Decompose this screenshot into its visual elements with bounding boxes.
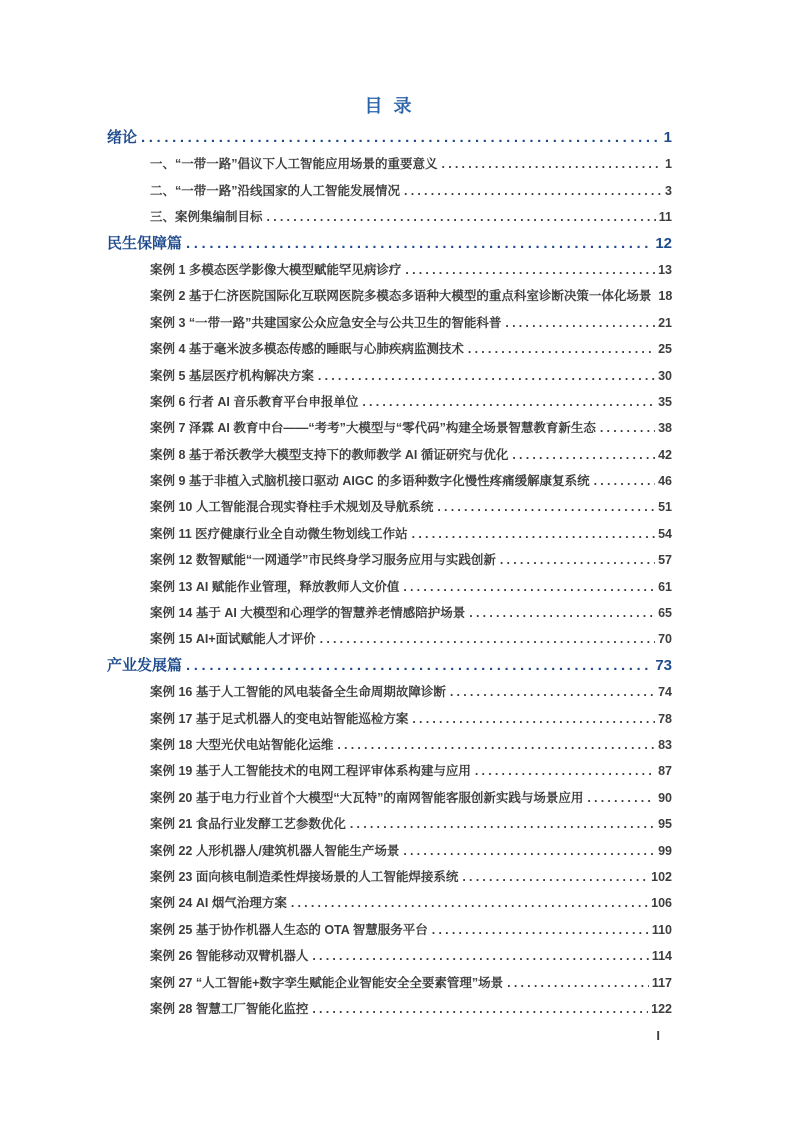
toc-entry-label: 案例 24 AI 烟气治理方案 — [150, 896, 287, 911]
page-title: 目 录 — [364, 96, 415, 116]
toc-entry-page: 18 — [658, 289, 673, 304]
dot-leader-icon — [267, 204, 656, 230]
dot-leader-icon — [475, 758, 655, 784]
dot-leader-icon — [186, 653, 652, 679]
toc-entry-page: 99 — [658, 843, 672, 858]
dot-leader-icon — [362, 389, 655, 415]
dot-leader-icon — [512, 442, 655, 468]
toc-entry-label: 案例 4 基于毫米波多模态传感的睡眠与心肺疾病监测技术 — [150, 342, 464, 357]
toc-entry[interactable] — [107, 706, 672, 732]
toc-entry-label: 案例 7 泽霖 AI 教育中台——“考考”大模型与“零代码”构建全场景智慧教育新生态 — [150, 421, 596, 436]
toc-entry-page: 78 — [658, 711, 672, 726]
toc-entry-label: 案例 16 基于人工智能的风电装备全生命周期故障诊断 — [150, 685, 446, 700]
toc-entry-page: 73 — [655, 656, 672, 674]
dot-leader-icon — [462, 864, 648, 890]
toc-entry[interactable] — [107, 943, 672, 969]
toc-entry-label: 案例 1 多模态医学影像大模型赋能罕见病诊疗 — [150, 262, 402, 277]
toc-entry-page: 13 — [658, 262, 672, 277]
dot-leader-icon — [594, 468, 655, 494]
dot-leader-icon — [469, 600, 655, 626]
toc-entry[interactable] — [107, 574, 672, 600]
toc-entry-page: 90 — [658, 790, 672, 805]
toc-entry-page: 21 — [658, 315, 672, 330]
dot-leader-icon — [505, 310, 655, 336]
toc-entry-label: 案例 28 智慧工厂智能化监控 — [150, 1001, 309, 1016]
toc-entry-label: 案例 25 基于协作机器人生态的 OTA 智慧服务平台 — [150, 922, 428, 937]
toc-entry-label: 一、“一带一路”倡议下人工智能应用场景的重要意义 — [150, 157, 438, 172]
toc-entry-page: 12 — [655, 234, 672, 252]
toc-entry[interactable] — [107, 283, 672, 309]
toc-entry-label: 案例 11 医疗健康行业全自动微生物划线工作站 — [150, 526, 408, 541]
dot-leader-icon — [468, 336, 655, 362]
toc-entry-label: 案例 12 数智赋能“一网通学”市民终身学习服务应用与实践创新 — [150, 553, 496, 568]
toc-entry-label: 案例 6 行者 AI 音乐教育平台申报单位 — [150, 394, 359, 409]
toc-entry[interactable] — [107, 178, 672, 204]
toc-entry[interactable] — [107, 679, 672, 705]
toc-entry-page: 46 — [658, 474, 672, 489]
toc-entry[interactable] — [107, 151, 672, 177]
toc-entry-page: 117 — [651, 975, 672, 990]
toc-list — [107, 125, 672, 1022]
toc-entry-label: 案例 27 “人工智能+数字孪生赋能企业智能安全全要素管理”场景 — [150, 975, 504, 990]
toc-entry-page: 51 — [658, 500, 672, 515]
toc-entry[interactable] — [107, 811, 672, 837]
toc-entry[interactable] — [107, 468, 672, 494]
toc-entry[interactable] — [107, 600, 672, 626]
toc-entry[interactable] — [107, 336, 672, 362]
dot-leader-icon — [186, 231, 652, 257]
toc-entry[interactable] — [107, 758, 672, 784]
toc-entry-page: 70 — [658, 632, 672, 647]
toc-entry[interactable] — [107, 626, 672, 652]
dot-leader-icon — [291, 890, 648, 916]
toc-entry-label: 案例 2 基于仁济医院国际化互联网医院多模态多语种大模型的重点科室诊断决策一体化场景 — [150, 289, 652, 304]
toc-entry[interactable] — [107, 363, 672, 389]
toc-entry-label: 民生保障篇 — [107, 234, 183, 252]
dot-leader-icon — [405, 257, 655, 283]
page-number: I — [656, 1028, 660, 1044]
toc-entry-label: 案例 14 基于 AI 大模型和心理学的智慧养老情感陪护场景 — [150, 606, 466, 621]
toc-entry-label: 案例 10 人工智能混合现实脊柱手术规划及导航系统 — [150, 500, 434, 515]
dot-leader-icon — [403, 838, 655, 864]
toc-entry[interactable] — [107, 653, 672, 679]
toc-entry[interactable] — [107, 521, 672, 547]
toc-entry[interactable] — [107, 547, 672, 573]
toc-entry-page: 110 — [651, 922, 672, 937]
toc-entry-label: 案例 15 AI+面试赋能人才评价 — [150, 632, 316, 647]
toc-entry[interactable] — [107, 996, 672, 1022]
toc-entry-label: 案例 13 AI 赋能作业管理，释放教师人文价值 — [150, 579, 400, 594]
dot-leader-icon — [141, 125, 661, 151]
toc-entry[interactable] — [107, 231, 672, 257]
toc-entry-page: 1 — [665, 157, 672, 172]
dot-leader-icon — [442, 151, 663, 177]
dot-leader-icon — [412, 706, 655, 732]
dot-leader-icon — [412, 521, 655, 547]
toc-entry[interactable] — [107, 257, 672, 283]
dot-leader-icon — [318, 363, 655, 389]
toc-entry-page: 114 — [651, 949, 672, 964]
toc-entry-page: 87 — [658, 764, 672, 779]
toc-entry[interactable] — [107, 864, 672, 890]
toc-entry[interactable] — [107, 970, 672, 996]
toc-entry-label: 案例 26 智能移动双臂机器人 — [150, 949, 309, 964]
toc-entry-label: 三、案例集编制目标 — [150, 210, 263, 225]
toc-entry[interactable] — [107, 890, 672, 916]
dot-leader-icon — [312, 996, 648, 1022]
dot-leader-icon — [320, 626, 655, 652]
toc-entry[interactable] — [107, 838, 672, 864]
toc-entry[interactable] — [107, 785, 672, 811]
toc-entry-page: 83 — [658, 737, 672, 752]
dot-leader-icon — [312, 943, 648, 969]
dot-leader-icon — [403, 574, 655, 600]
toc-entry-label: 案例 5 基层医疗机构解决方案 — [150, 368, 314, 383]
toc-entry[interactable] — [107, 204, 672, 230]
toc-entry-label: 案例 21 食品行业发酵工艺参数优化 — [150, 817, 346, 832]
toc-entry-page: 65 — [658, 606, 672, 621]
toc-entry[interactable] — [107, 442, 672, 468]
toc-entry-label: 案例 9 基于非植入式脑机接口驱动 AIGC 的多语种数字化慢性疼痛缓解康复系统 — [150, 474, 590, 489]
toc-entry-page: 102 — [651, 869, 672, 884]
dot-leader-icon — [337, 732, 655, 758]
toc-entry-label: 案例 19 基于人工智能技术的电网工程评审体系构建与应用 — [150, 764, 471, 779]
dot-leader-icon — [350, 811, 655, 837]
toc-entry-page: 95 — [658, 817, 672, 832]
toc-entry-page: 3 — [665, 183, 672, 198]
toc-entry-label: 二、“一带一路”沿线国家的人工智能发展情况 — [150, 183, 401, 198]
toc-entry-label: 案例 8 基于希沃教学大模型支持下的教师教学 AI 循证研究与优化 — [150, 447, 509, 462]
toc-entry-label: 案例 3 “一带一路”共建国家公众应急安全与公共卫生的智能科普 — [150, 315, 502, 330]
toc-entry[interactable] — [107, 415, 672, 441]
toc-entry-page: 74 — [658, 685, 672, 700]
toc-entry-page: 35 — [658, 394, 672, 409]
dot-leader-icon — [404, 178, 662, 204]
dot-leader-icon — [600, 415, 655, 441]
toc-entry-label: 产业发展篇 — [107, 656, 183, 674]
dot-leader-icon — [500, 547, 655, 573]
toc-entry-label: 绪论 — [107, 129, 138, 146]
toc-entry-page: 1 — [663, 129, 672, 146]
toc-entry[interactable] — [107, 494, 672, 520]
toc-entry-page: 106 — [651, 896, 672, 911]
toc-entry-label: 案例 23 面向核电制造柔性焊接场景的人工智能焊接系统 — [150, 869, 459, 884]
toc-entry-page: 122 — [651, 1001, 672, 1016]
toc-content — [107, 0, 672, 1046]
toc-entry[interactable] — [107, 732, 672, 758]
toc-entry-page: 42 — [658, 447, 672, 462]
toc-entry[interactable] — [107, 389, 672, 415]
toc-entry-page: 30 — [658, 368, 672, 383]
toc-entry-page: 57 — [658, 553, 672, 568]
toc-entry-label: 案例 20 基于电力行业首个大模型“大瓦特”的南网智能客服创新实践与场景应用 — [150, 790, 584, 805]
toc-entry[interactable] — [107, 917, 672, 943]
toc-entry-label: 案例 18 大型光伏电站智能化运维 — [150, 737, 334, 752]
dot-leader-icon — [432, 917, 649, 943]
dot-leader-icon — [507, 970, 649, 996]
toc-entry-page: 38 — [658, 421, 672, 436]
dot-leader-icon — [587, 785, 655, 811]
toc-entry-page: 54 — [658, 526, 672, 541]
toc-entry[interactable] — [107, 310, 672, 336]
dot-leader-icon — [437, 494, 655, 520]
toc-entry-page: 61 — [658, 579, 672, 594]
toc-entry-page: 11 — [658, 210, 672, 225]
toc-entry[interactable] — [107, 125, 672, 151]
dot-leader-icon — [450, 679, 655, 705]
toc-entry-label: 案例 17 基于足式机器人的变电站智能巡检方案 — [150, 711, 409, 726]
toc-entry-label: 案例 22 人形机器人/建筑机器人智能生产场景 — [150, 843, 400, 858]
toc-entry-page: 25 — [658, 342, 672, 357]
